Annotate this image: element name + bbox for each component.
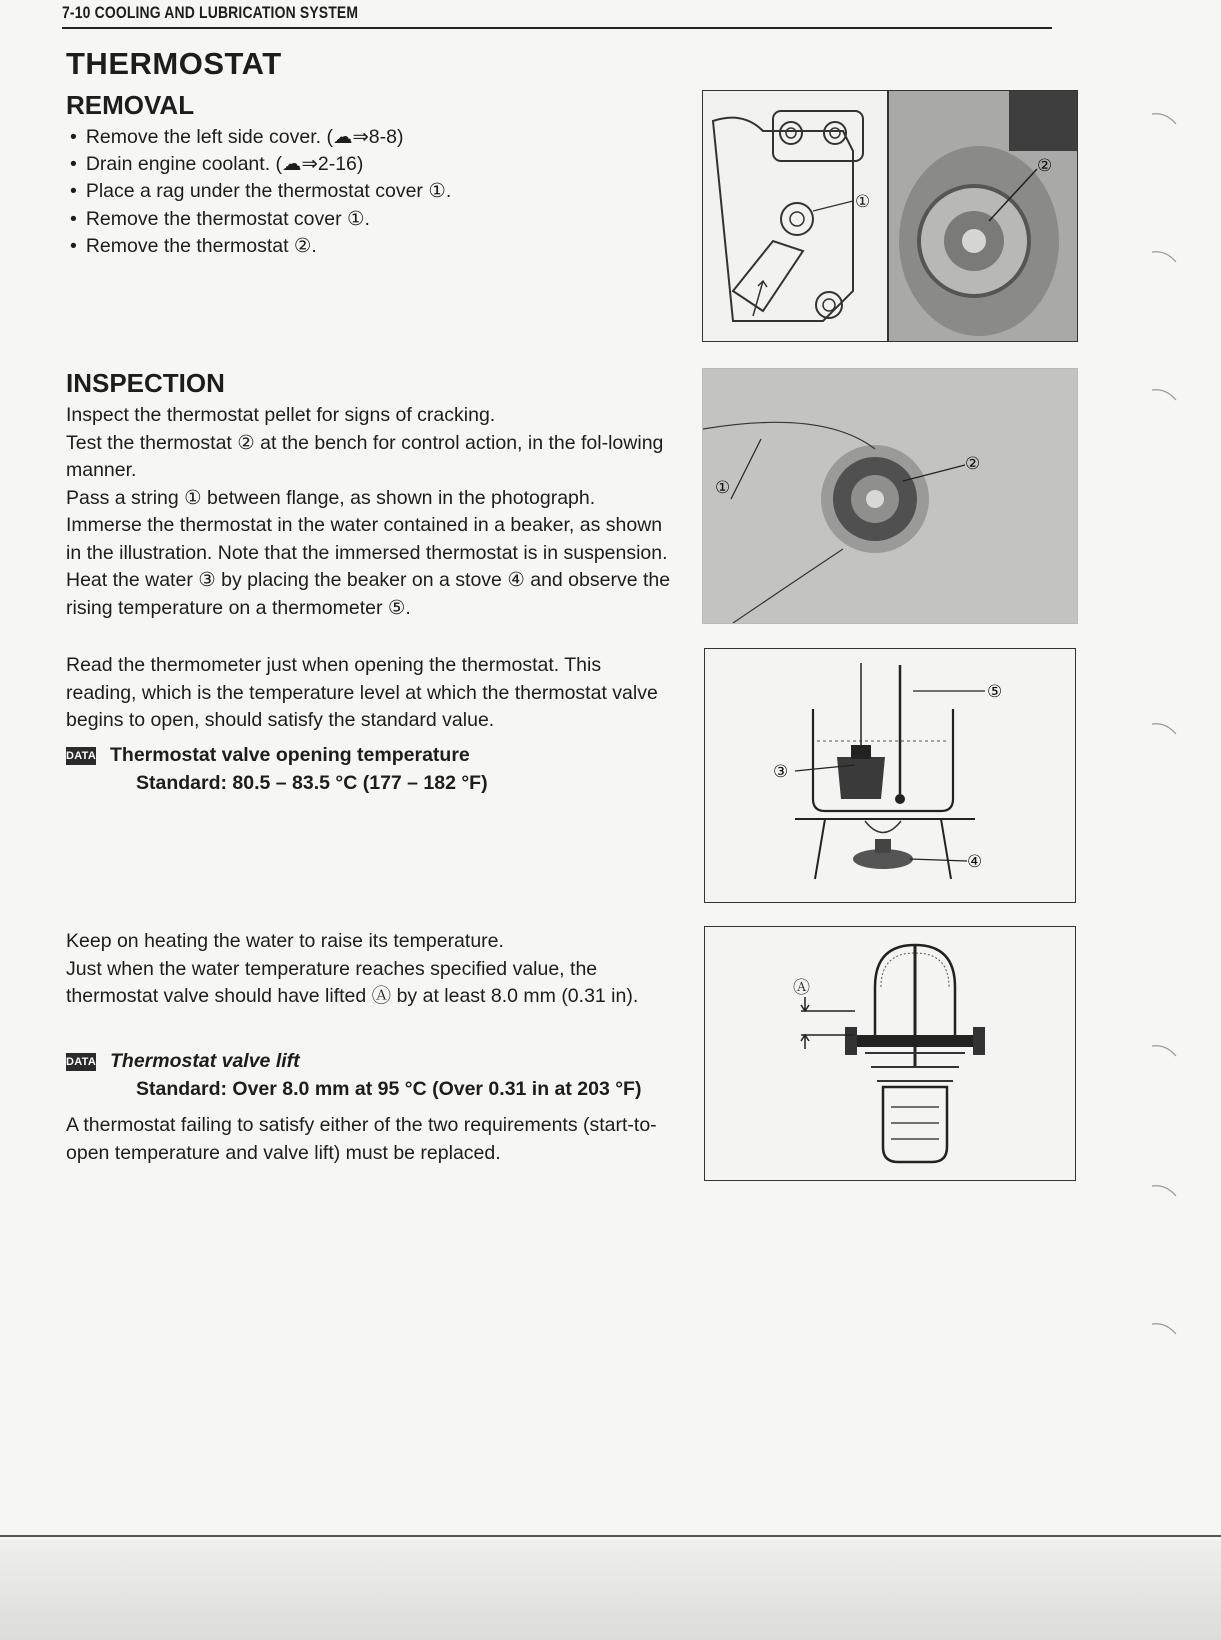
removal-step: • Drain engine coolant. (☁⇒2-16) <box>70 151 451 178</box>
margin-mark <box>1150 112 1180 126</box>
valve-lift-illustration <box>704 926 1076 1181</box>
callout-5: ⑤ <box>987 682 1003 702</box>
callout-4: ④ <box>967 852 983 872</box>
data-icon: DATA <box>66 747 96 765</box>
removal-step: • Place a rag under the thermostat cover ①. <box>70 178 451 205</box>
beaker-test-illustration <box>704 648 1076 903</box>
data-icon: DATA <box>66 1053 96 1071</box>
inspection-text-3 <box>66 928 676 1011</box>
inspection-heading: INSPECTION <box>66 368 225 398</box>
margin-mark <box>1150 722 1180 736</box>
margin-mark <box>1150 250 1180 264</box>
page-title: THERMOSTAT <box>66 46 282 81</box>
inspection-paragraph: Test the thermostat ② at the bench for control action, in the fol-lowing manner. <box>66 431 664 481</box>
removal-step: • Remove the thermostat ②. <box>70 233 451 260</box>
spec-opening-temp-label <box>66 744 470 767</box>
thermostat-photo-removal <box>888 90 1078 342</box>
closing-text: A thermostat failing to satisfy either of the two requirements (start-to-open temperature and valve lift) must be replaced. <box>66 1114 657 1164</box>
removal-step: • Remove the thermostat cover ①. <box>70 206 451 233</box>
inspection-text-2 <box>66 652 676 735</box>
margin-mark <box>1150 1044 1180 1058</box>
beaker-svg <box>705 649 1075 902</box>
footer-rule <box>0 1535 1221 1537</box>
inspection-text-1 <box>66 402 676 622</box>
callout-2: ② <box>965 454 981 474</box>
callout-3: ③ <box>773 762 789 782</box>
thermostat-cover-drawing <box>702 90 888 342</box>
inspection-paragraph: Read the thermometer just when opening the thermostat. This reading, which is the temperature level at which the thermostat valve begins to open, should satisfy the standard value. <box>66 654 658 731</box>
cover-drawing-svg <box>703 91 887 341</box>
inspection-paragraph: Inspect the thermostat pellet for signs of cracking. <box>66 404 496 426</box>
callout-1: ① <box>855 192 871 212</box>
inspection-paragraph: Keep on heating the water to raise its temperature. <box>66 930 504 952</box>
margin-mark <box>1150 1184 1180 1198</box>
inspection-paragraph: Just when the water temperature reaches specified value, the thermostat valve should have lifted Ⓐ by at least 8.0 mm (0.31 in). <box>66 957 639 1007</box>
spec-label: Thermostat valve opening temperature <box>110 744 470 766</box>
page-header <box>62 0 1052 29</box>
removal-steps <box>70 124 451 260</box>
callout-a: Ⓐ <box>793 978 810 998</box>
spec-valve-lift-label <box>66 1050 300 1073</box>
page-header-text: 7-10 COOLING AND LUBRICATION SYSTEM <box>62 3 359 22</box>
page-bottom-edge <box>0 1540 1221 1640</box>
callout-1: ① <box>715 478 731 498</box>
spec-label: Thermostat valve lift <box>110 1050 300 1072</box>
removal-step: • Remove the left side cover. (☁⇒8-8) <box>70 124 451 151</box>
margin-mark <box>1150 388 1180 402</box>
spec-valve-lift-value: Standard: Over 8.0 mm at 95 °C (Over 0.31 in at 203 °F) <box>136 1078 642 1100</box>
inspection-paragraph: Pass a string ① between flange, as shown in the photograph. Immerse the thermostat in the water contained in a beaker, as shown in the illustration. Note that the immersed thermostat is in suspension. Heat the water ③ by placing the beaker on a stove ④ and observe the rising temperature on a thermometer ⑤. <box>66 486 671 619</box>
inspection-photo-svg <box>703 369 1077 623</box>
removal-heading: REMOVAL <box>66 90 195 120</box>
margin-mark <box>1150 1322 1180 1336</box>
valve-lift-svg <box>705 927 1075 1180</box>
callout-2: ② <box>1037 156 1053 176</box>
thermostat-photo-inspection <box>702 368 1078 624</box>
removal-photo-svg <box>889 91 1077 341</box>
spec-opening-temp-value: Standard: 80.5 – 83.5 °C (177 – 182 °F) <box>136 772 488 794</box>
